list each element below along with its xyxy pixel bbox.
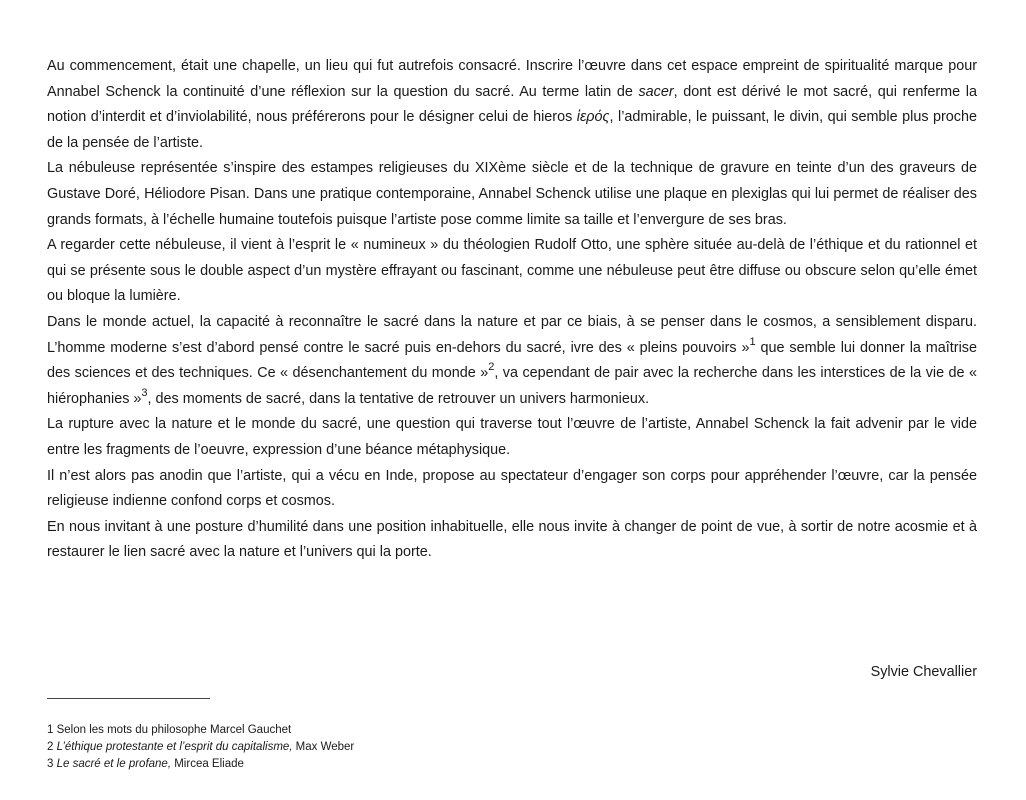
text-segment: En nous invitant à une posture d’humilité dans une position inhabituelle, elle nous invite à changer de point de vue, à sortir de notre acosmie et à restaurer le lien sacré avec la nature et l’univers qui la porte. — [47, 518, 977, 561]
text-segment: A regarder cette nébuleuse, il vient à l’esprit le « numineux » du théologien Rudolf Otto, une sphère située au-delà de l’éthique et du rationnel et qui se présente sous le double aspect d’un mystère effrayant ou fascinant, comme une nébuleuse peut être diffuse ou obscure selon qu’elle émet ou bloque la lumière. — [47, 237, 977, 305]
footnote-reference: 1 — [749, 335, 756, 348]
body-paragraph — [47, 464, 977, 515]
text-segment: Il n’est alors pas anodin que l’artiste, qui a vécu en Inde, propose au spectateur d’engager son corps pour appréhender l’œuvre, car la pensée religieuse indienne confond corps et cosmos. — [47, 467, 977, 510]
author-signature: Sylvie Chevallier — [870, 664, 977, 680]
text-segment: , des moments de sacré, dans la tentative de retrouver un univers harmonieux. — [147, 390, 650, 407]
text-segment: Au commencement, était une chapelle, un lieu qui fut autrefois consacré. Inscrire l’œuvre dans cet espace empreint de spiritualité marque pour Annabel Schenck la continuité d’une réflexion sur la question du sacré. Au terme latin de — [47, 58, 977, 100]
text-segment: Dans le monde actuel, la capacité à reconnaître le sacré dans la nature et par ce biais, à se penser dans le cosmos, a sensiblement disparu. L’homme moderne s’est d’abord pensé contre le sacré puis en-dehors du sacré, ivre des « pleins pouvoirs » — [47, 313, 977, 356]
footnote-item — [47, 756, 354, 773]
text-segment: Max Weber — [292, 741, 355, 753]
text-segment: Mircea Eliade — [171, 758, 244, 770]
italic-text: L’éthique protestante et l’esprit du capitalisme, — [56, 741, 293, 753]
body-paragraph — [47, 310, 977, 412]
footnote-reference: 3 — [141, 386, 148, 399]
article-body — [47, 54, 977, 566]
footnote-divider — [47, 698, 210, 699]
text-segment: 1 Selon les mots du philosophe Marcel Gauchet — [47, 724, 292, 736]
italic-text: sacer — [638, 83, 674, 100]
footnote-item — [47, 722, 354, 739]
footnotes — [47, 722, 354, 773]
italic-text: Le sacré et le profane, — [56, 758, 172, 770]
text-segment: La nébuleuse représentée s’inspire des estampes religieuses du XIXème siècle et de la technique de gravure en teinte d’un des graveurs de Gustave Doré, Héliodore Pisan. Dans une pratique contemporaine, Annabel Schenck utilise une plaque en plexiglas qui lui permet de réaliser des grands formats, à l’échelle humaine toutefois puisque l’artiste pose comme limite sa taille et l’envergure de ses bras. — [47, 160, 977, 228]
text-segment: 2 — [47, 741, 57, 753]
footnote-item — [47, 739, 354, 756]
body-paragraph — [47, 233, 977, 310]
text-segment: que semble lui donner la maîtrise des sciences et des techniques. Ce « désenchantement du monde » — [47, 339, 977, 382]
body-paragraph — [47, 412, 977, 463]
text-segment: , dont est dérivé le mot sacré, qui renferme la notion d’interdit et d’inviolabilité, nous préférerons pour le désigner celui de hieros — [47, 83, 977, 126]
body-paragraph — [47, 156, 977, 233]
text-segment: , l’admirable, le puissant, le divin, qui semble plus proche de la pensée de l’artiste. — [47, 109, 977, 151]
text-segment: 3 — [47, 758, 57, 770]
italic-text: ἱερός — [576, 109, 610, 126]
text-segment: La rupture avec la nature et le monde du sacré, une question qui traverse tout l’œuvre de l’artiste, Annabel Schenck la fait advenir par le vide entre les fragments de l’oeuvre, expression d’une béance métaphysique. — [47, 416, 977, 458]
text-segment: , va cependant de pair avec la recherche dans les interstices de la vie de « hiérophanies » — [47, 365, 977, 407]
body-paragraph — [47, 54, 977, 156]
footnote-reference: 2 — [488, 361, 495, 374]
body-paragraph — [47, 515, 977, 566]
